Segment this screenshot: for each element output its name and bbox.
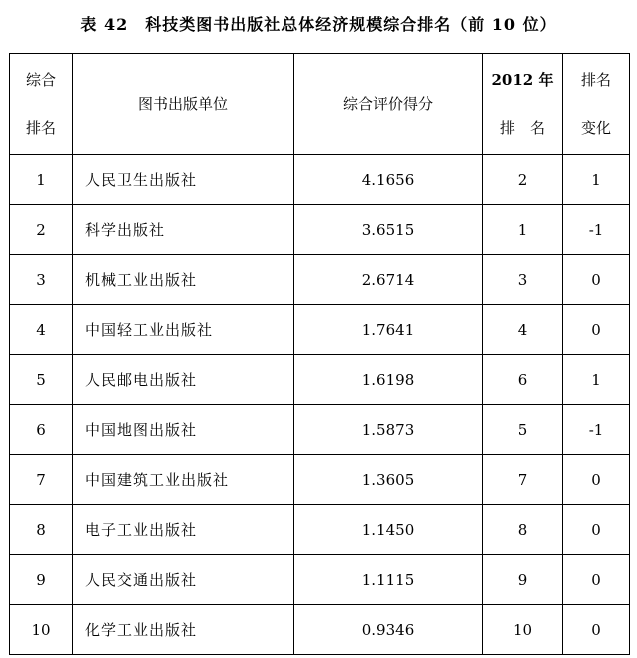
cell-rank: 8 [10, 505, 73, 555]
table-header-row [10, 54, 630, 155]
table-row [10, 155, 630, 205]
cell-publisher: 人民交通出版社 [73, 555, 294, 605]
table-row [10, 605, 630, 655]
cell-rank: 3 [10, 255, 73, 305]
cell-score: 1.1115 [294, 555, 483, 605]
cell-rank: 9 [10, 555, 73, 605]
header-score-label: 综合评价得分 [342, 95, 433, 113]
header-overall-rank [10, 54, 73, 155]
header-rank-change [563, 54, 630, 155]
cell-rank-change: -1 [563, 405, 630, 455]
cell-score: 2.6714 [294, 255, 483, 305]
cell-score: 1.5873 [294, 405, 483, 455]
table-row [10, 255, 630, 305]
table-row [10, 555, 630, 605]
cell-rank-change: 0 [563, 305, 630, 355]
cell-rank-2012: 8 [483, 505, 563, 555]
table-row [10, 205, 630, 255]
cell-rank-2012: 10 [483, 605, 563, 655]
cell-rank-change: 1 [563, 155, 630, 205]
ranking-table [9, 53, 630, 655]
cell-rank-2012: 2 [483, 155, 563, 205]
cell-score: 1.3605 [294, 455, 483, 505]
table-row [10, 505, 630, 555]
cell-publisher: 机械工业出版社 [73, 255, 294, 305]
cell-publisher: 人民邮电出版社 [73, 355, 294, 405]
header-2012-rank [483, 54, 563, 155]
cell-rank: 2 [10, 205, 73, 255]
cell-rank-2012: 6 [483, 355, 563, 405]
table-row [10, 305, 630, 355]
cell-score: 1.6198 [294, 355, 483, 405]
cell-rank: 7 [10, 455, 73, 505]
cell-publisher: 中国轻工业出版社 [73, 305, 294, 355]
table-caption: 表 42 科技类图书出版社总体经济规模综合排名（前 10 位） [80, 15, 557, 34]
cell-publisher: 化学工业出版社 [73, 605, 294, 655]
header-rank-change-line1: 排名 [580, 71, 611, 89]
cell-score: 1.7641 [294, 305, 483, 355]
cell-score: 4.1656 [294, 155, 483, 205]
cell-score: 1.1450 [294, 505, 483, 555]
cell-rank-change: 0 [563, 455, 630, 505]
table-row [10, 455, 630, 505]
cell-rank: 6 [10, 405, 73, 455]
cell-rank-2012: 3 [483, 255, 563, 305]
header-overall-rank-line2: 排名 [25, 119, 56, 137]
header-publisher [73, 54, 294, 155]
header-2012-rank-line2: 排 名 [499, 119, 545, 137]
cell-score: 0.9346 [294, 605, 483, 655]
cell-rank-2012: 1 [483, 205, 563, 255]
cell-rank-change: 0 [563, 555, 630, 605]
cell-score: 3.6515 [294, 205, 483, 255]
header-2012-rank-line1: 2012 年 [491, 71, 554, 89]
cell-rank-2012: 9 [483, 555, 563, 605]
header-publisher-label: 图书出版单位 [137, 95, 228, 113]
cell-publisher: 中国建筑工业出版社 [73, 455, 294, 505]
cell-rank: 1 [10, 155, 73, 205]
cell-rank: 5 [10, 355, 73, 405]
cell-rank-2012: 7 [483, 455, 563, 505]
cell-rank-change: 1 [563, 355, 630, 405]
cell-rank-change: 0 [563, 505, 630, 555]
table-row [10, 355, 630, 405]
cell-publisher: 人民卫生出版社 [73, 155, 294, 205]
cell-rank-change: -1 [563, 205, 630, 255]
header-rank-change-line2: 变化 [580, 119, 611, 137]
cell-publisher: 电子工业出版社 [73, 505, 294, 555]
cell-rank-change: 0 [563, 255, 630, 305]
cell-publisher: 中国地图出版社 [73, 405, 294, 455]
cell-publisher: 科学出版社 [73, 205, 294, 255]
cell-rank: 4 [10, 305, 73, 355]
header-overall-rank-line1: 综合 [25, 71, 56, 89]
cell-rank-2012: 4 [483, 305, 563, 355]
cell-rank-change: 0 [563, 605, 630, 655]
header-score [294, 54, 483, 155]
cell-rank-2012: 5 [483, 405, 563, 455]
cell-rank: 10 [10, 605, 73, 655]
table-row [10, 405, 630, 455]
